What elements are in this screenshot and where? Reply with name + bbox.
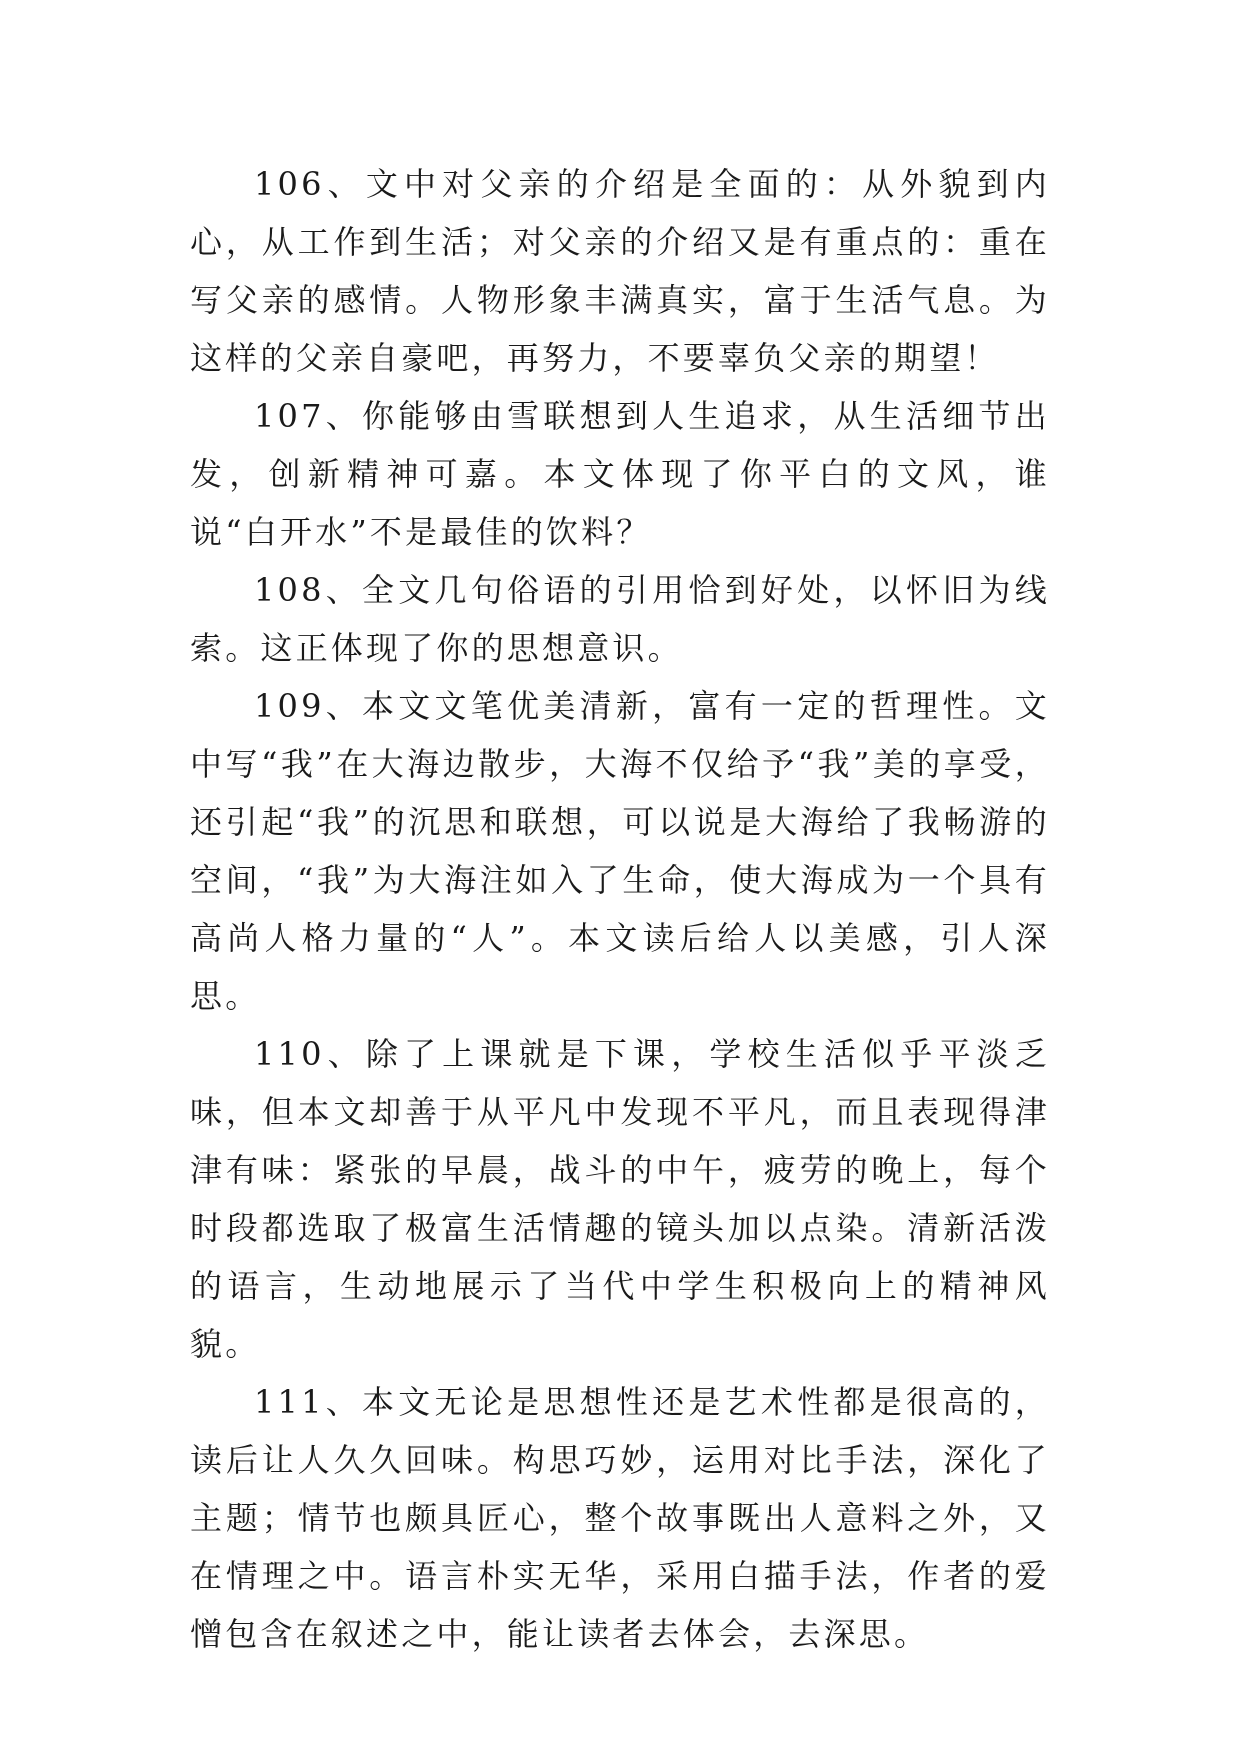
comment-paragraph-108: 108、全文几句俗语的引用恰到好处，以怀旧为线索。这正体现了你的思想意识。 — [190, 571, 1050, 667]
comment-paragraph-110: 110、除了上课就是下课，学校生活似乎平淡乏味，但本文却善于从平凡中发现不平凡，而且表现得津津有味：紧张的早晨，战斗的中午，疲劳的晚上，每个时段都选取了极富生活情趣的镜头加以点染。清新活泼的语言，生动地展示了当代中学生积极向上的精神风貌。 — [190, 1035, 1050, 1363]
comment-paragraph-106: 106、文中对父亲的介绍是全面的：从外貌到内心，从工作到生活；对父亲的介绍又是有重点的：重在写父亲的感情。人物形象丰满真实，富于生活气息。为这样的父亲自豪吧，再努力，不要辜负父亲的期望！ — [190, 165, 1050, 377]
comment-paragraph-109: 109、本文文笔优美清新，富有一定的哲理性。文中写“我”在大海边散步，大海不仅给予“我”美的享受，还引起“我”的沉思和联想，可以说是大海给了我畅游的空间，“我”为大海注如入了生命，使大海成为一个具有高尚人格力量的“人”。本文读后给人以美感，引人深思。 — [190, 687, 1050, 1015]
document-page — [190, 155, 1050, 1663]
comment-paragraph-111: 111、本文无论是思想性还是艺术性都是很高的，读后让人久久回味。构思巧妙，运用对比手法，深化了主题；情节也颇具匠心，整个故事既出人意料之外，又在情理之中。语言朴实无华，采用白描手法，作者的爱憎包含在叙述之中，能让读者去体会，去深思。 — [190, 1383, 1050, 1653]
comment-paragraph-107: 107、你能够由雪联想到人生追求，从生活细节出发，创新精神可嘉。本文体现了你平白的文风，谁说“白开水”不是最佳的饮料？ — [190, 397, 1050, 551]
